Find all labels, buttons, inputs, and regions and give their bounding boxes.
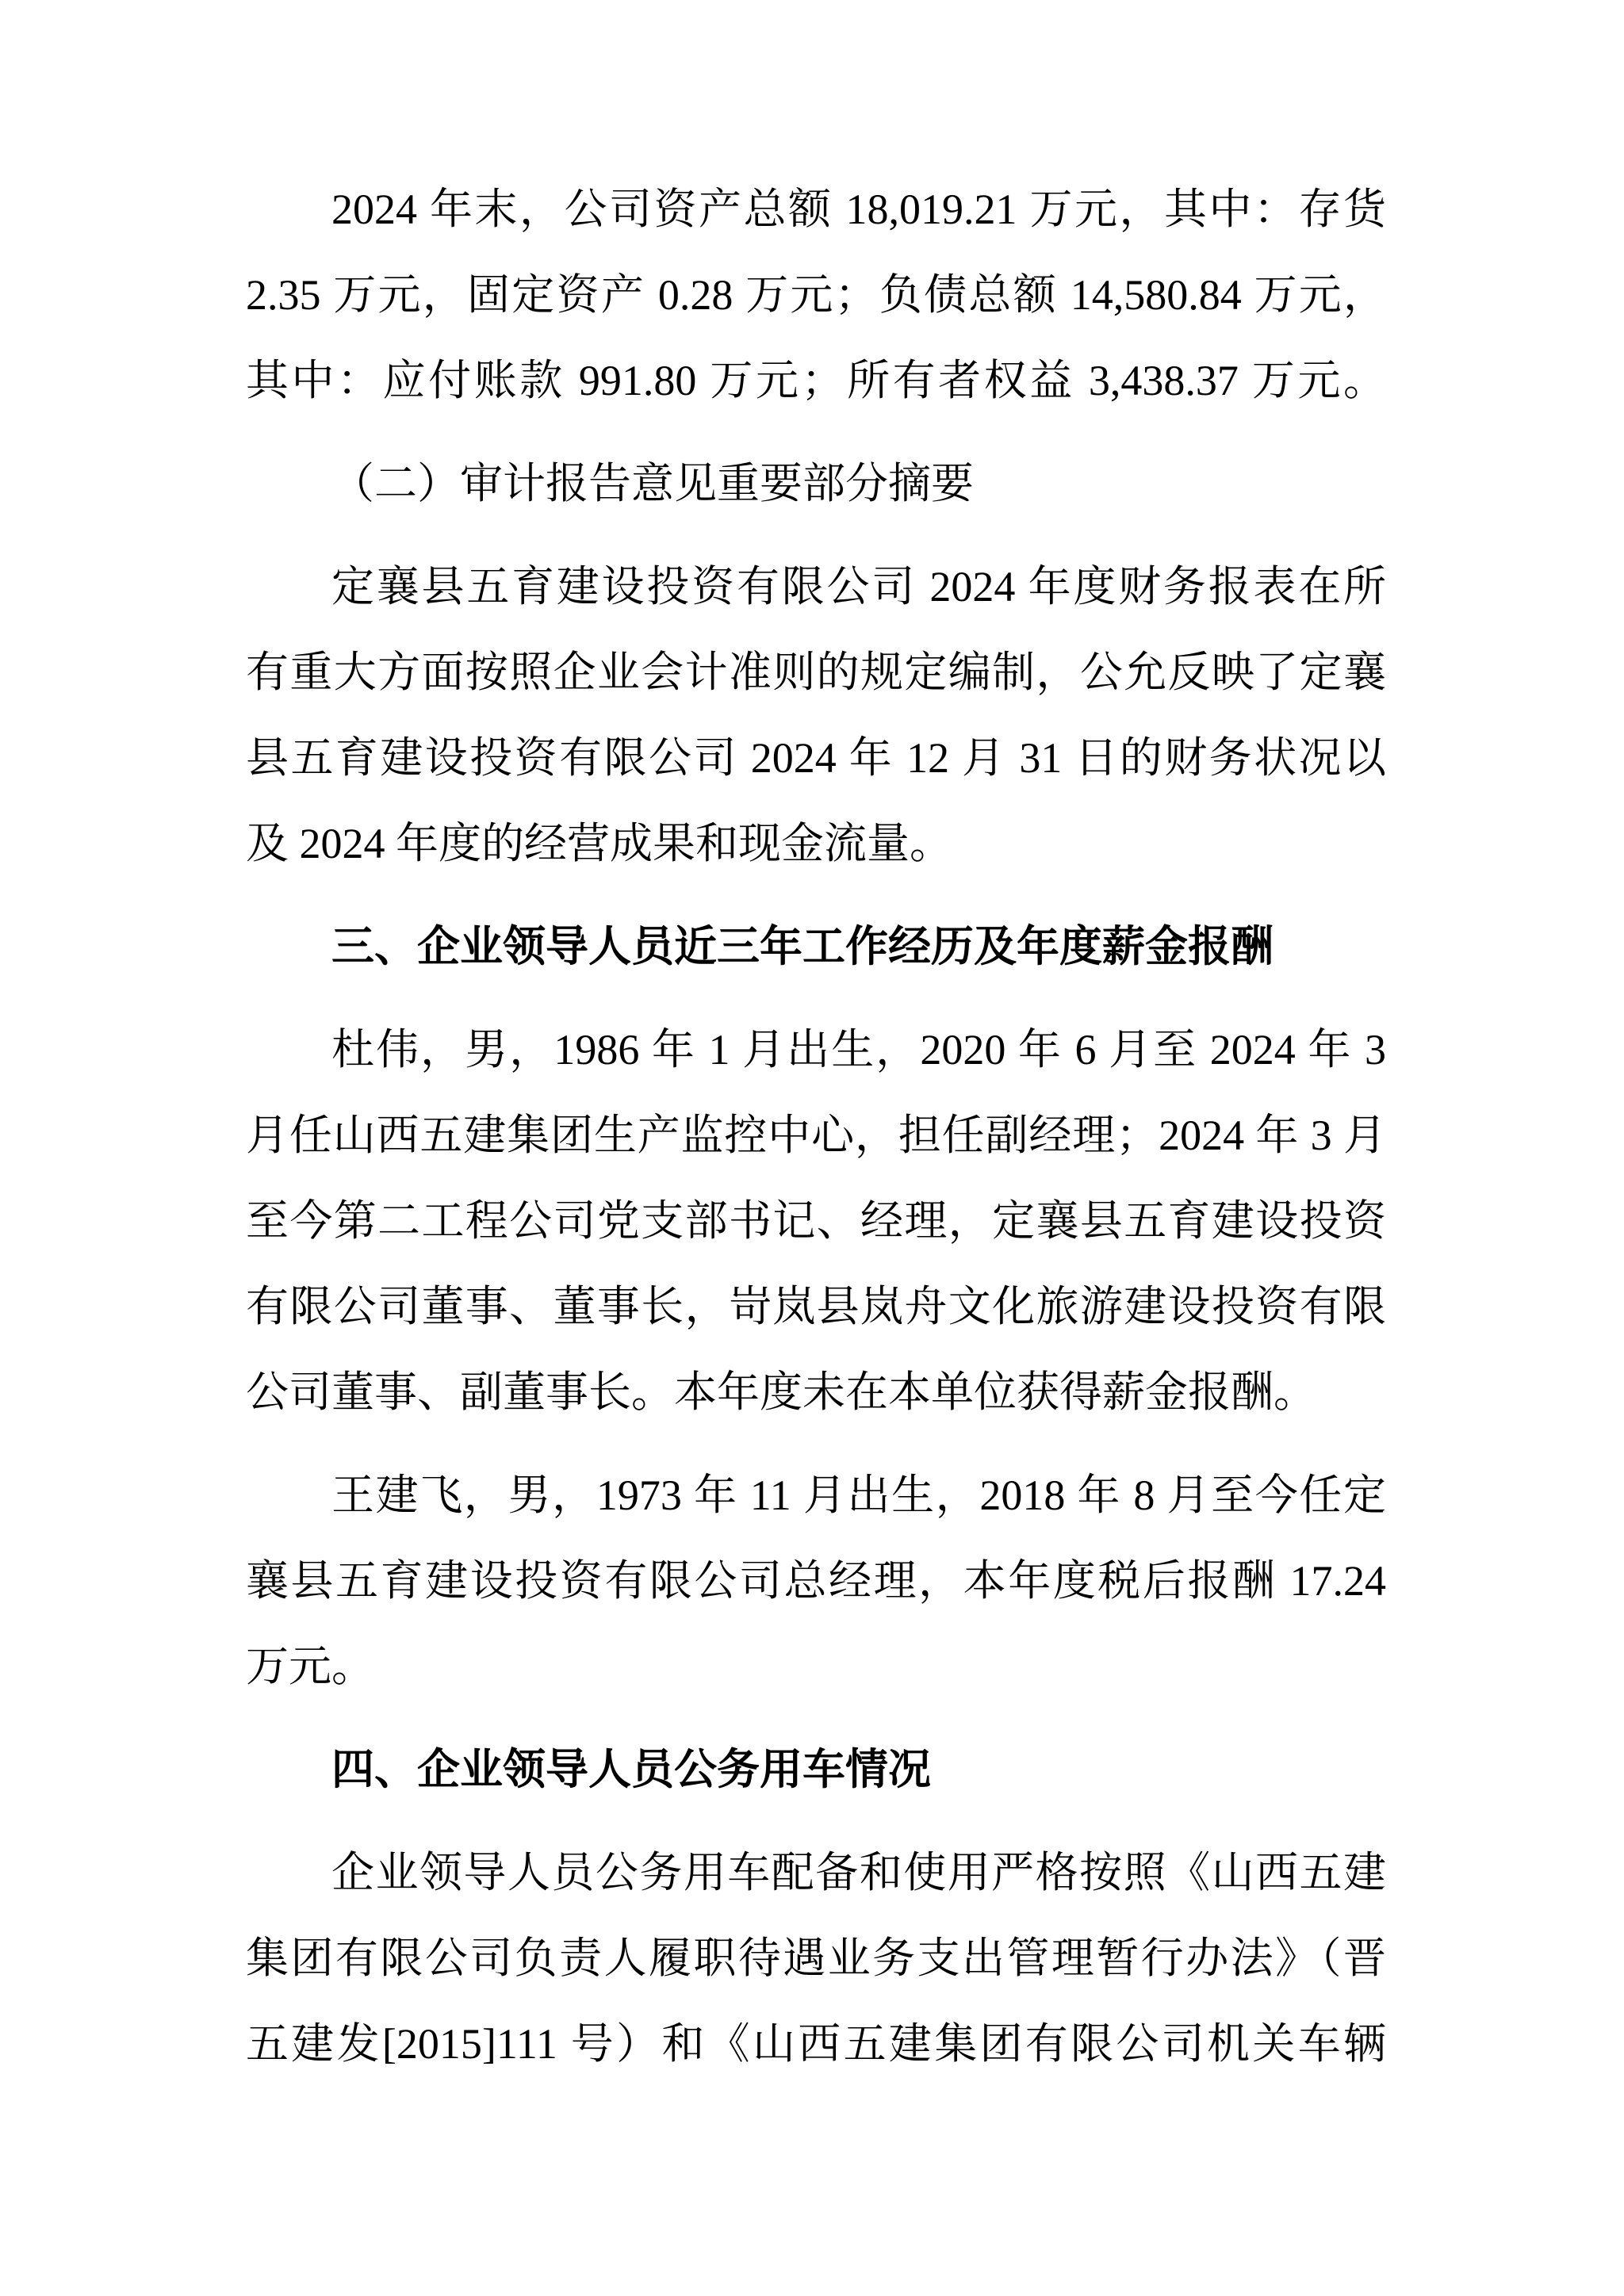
section-heading-3 — [246, 904, 1386, 989]
text-line: 五建发[2015]111 号）和《山西五建集团有限公司机关车辆 — [246, 2020, 1386, 2068]
heading-text: 四、企业领导人员公务用车情况 — [331, 1746, 931, 1793]
paragraph-audit-subheading — [246, 441, 1386, 526]
paragraph-audit-opinion — [246, 544, 1386, 886]
text-line: 月任山西五建集团生产监控中心，担任副经理；2024 年 3 月 — [246, 1112, 1386, 1159]
text-line: 万元。 — [246, 1643, 374, 1690]
heading-text: 三、企业领导人员近三年工作经历及年度薪金报酬 — [331, 923, 1274, 970]
paragraph-leader-duwei — [246, 1007, 1386, 1435]
text-line: 其中：应付账款 991.80 万元；所有者权益 3,438.37 万元。 — [246, 357, 1386, 404]
text-line: 2024 年末，公司资产总额 18,019.21 万元，其中：存货 — [331, 186, 1386, 233]
text-line: 有重大方面按照企业会计准则的规定编制，公允反映了定襄 — [246, 649, 1386, 696]
text-line: 集团有限公司负责人履职待遇业务支出管理暂行办法》（晋 — [246, 1934, 1386, 1982]
text-line: 公司董事、副董事长。本年度未在本单位获得薪金报酬。 — [246, 1368, 1316, 1416]
paragraph-leader-wangjianfei — [246, 1452, 1386, 1709]
text-line: 有限公司董事、董事长，岢岚县岚舟文化旅游建设投资有限 — [246, 1283, 1386, 1330]
paragraph-official-vehicles — [246, 1830, 1386, 2087]
paragraph-financial-summary — [246, 166, 1386, 423]
text-line: 企业领导人员公务用车配备和使用严格按照《山西五建 — [331, 1849, 1386, 1896]
text-line: 至今第二工程公司党支部书记、经理，定襄县五育建设投资 — [246, 1197, 1386, 1245]
text-line: 县五育建设投资有限公司 2024 年 12 月 31 日的财务状况以 — [246, 734, 1386, 782]
section-heading-4 — [246, 1727, 1386, 1812]
text-line: 襄县五育建设投资有限公司总经理，本年度税后报酬 17.24 — [246, 1557, 1386, 1605]
text-line: （二）审计报告意见重要部分摘要 — [331, 460, 974, 507]
text-line: 王建飞，男，1973 年 11 月出生，2018 年 8 月至今任定 — [331, 1471, 1386, 1519]
text-line: 及 2024 年度的经营成果和现金流量。 — [246, 820, 952, 867]
text-line: 杜伟，男，1986 年 1 月出生，2020 年 6 月至 2024 年 3 — [331, 1026, 1386, 1073]
text-line: 2.35 万元，固定资产 0.28 万元；负债总额 14,580.84 万元， — [246, 271, 1386, 319]
text-line: 定襄县五育建设投资有限公司 2024 年度财务报表在所 — [331, 563, 1386, 610]
